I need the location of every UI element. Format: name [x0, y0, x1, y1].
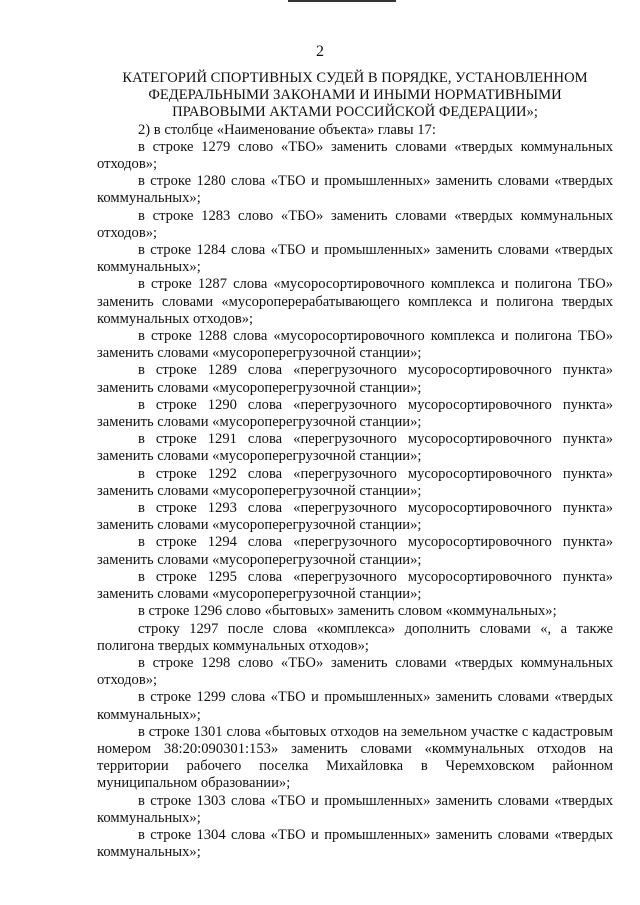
heading-line: ФЕДЕРАЛЬНЫМИ ЗАКОНАМИ И ИНЫМИ НОРМАТИВНЫМИ — [148, 87, 562, 104]
paragraph: в строке 1289 слова «перегрузочного мусоросортировочного пункта» заменить словами «мусороперегрузочной станции»; — [97, 362, 613, 396]
paragraph: в строке 1279 слово «ТБО» заменить словами «твердых коммунальных отходов»; — [97, 138, 613, 173]
page-number: 2 — [316, 43, 324, 60]
paragraph: в строке 1290 слова «перегрузочного мусоросортировочного пункта» заменить словами «мусороперегрузочной станции»; — [97, 396, 613, 431]
paragraph: в строке 1291 слова «перегрузочного мусоросортировочного пункта» заменить словами «мусороперегрузочной станции»; — [97, 431, 613, 465]
heading-line: ПРАВОВЫМИ АКТАМИ РОССИЙСКОЙ ФЕДЕРАЦИИ»; — [172, 104, 538, 121]
paragraph: в строке 1299 слова «ТБО и промышленных» заменить словами «твердых коммунальных»; — [97, 689, 613, 723]
paragraph: 2) в столбце «Наименование объекта» главы 17: — [138, 121, 436, 138]
paragraph: в строке 1280 слова «ТБО и промышленных» заменить словами «твердых коммунальных»; — [97, 173, 613, 207]
paragraph: в строке 1303 слова «ТБО и промышленных» заменить словами «твердых коммунальных»; — [97, 792, 613, 826]
paragraph: в строке 1292 слова «перегрузочного мусоросортировочного пункта» заменить словами «мусороперегрузочной станции»; — [97, 465, 613, 499]
paragraph: в строке 1294 слова «перегрузочного мусоросортировочного пункта» заменить словами «мусороперегрузочной станции»; — [97, 534, 613, 568]
paragraph: в строке 1301 слова «бытовых отходов на земельном участке с кадастровым номером 38:20:090301:153» заменить словами «коммунальных отходов на территории рабочего поселка Михайловка в Черемховском районном муниципальном образовании»; — [97, 723, 613, 792]
heading-line: КАТЕГОРИЙ СПОРТИВНЫХ СУДЕЙ В ПОРЯДКЕ, УСТАНОВЛЕННОМ — [122, 70, 588, 86]
paragraph: строку 1297 после слова «комплекса» дополнить словами «, а также полигона твердых коммунальных отходов»; — [97, 620, 613, 654]
paragraph: в строке 1298 слово «ТБО» заменить словами «твердых коммунальных отходов»; — [97, 654, 613, 689]
paragraph: в строке 1295 слова «перегрузочного мусоросортировочного пункта» заменить словами «мусороперегрузочной станции»; — [97, 568, 613, 603]
top-rule — [288, 0, 396, 2]
paragraph: в строке 1304 слова «ТБО и промышленных» заменить словами «твердых коммунальных»; — [97, 826, 613, 861]
paragraph: в строке 1283 слово «ТБО» заменить словами «твердых коммунальных отходов»; — [97, 207, 613, 241]
paragraph: в строке 1288 слова «мусоросортировочного комплекса и полигона ТБО» заменить словами «мусороперегрузочной станции»; — [97, 328, 613, 362]
paragraph: в строке 1284 слова «ТБО и промышленных» заменить словами «твердых коммунальных»; — [97, 242, 613, 276]
document-body — [97, 70, 613, 861]
paragraph: в строке 1293 слова «перегрузочного мусоросортировочного пункта» заменить словами «мусороперегрузочной станции»; — [97, 500, 613, 534]
paragraph: в строке 1296 слово «бытовых» заменить словом «коммунальных»; — [138, 603, 557, 620]
paragraph: в строке 1287 слова «мусоросортировочного комплекса и полигона ТБО» заменить словами «мусороперерабатывающего комплекса и полигона твердых коммунальных отходов»; — [97, 276, 613, 327]
